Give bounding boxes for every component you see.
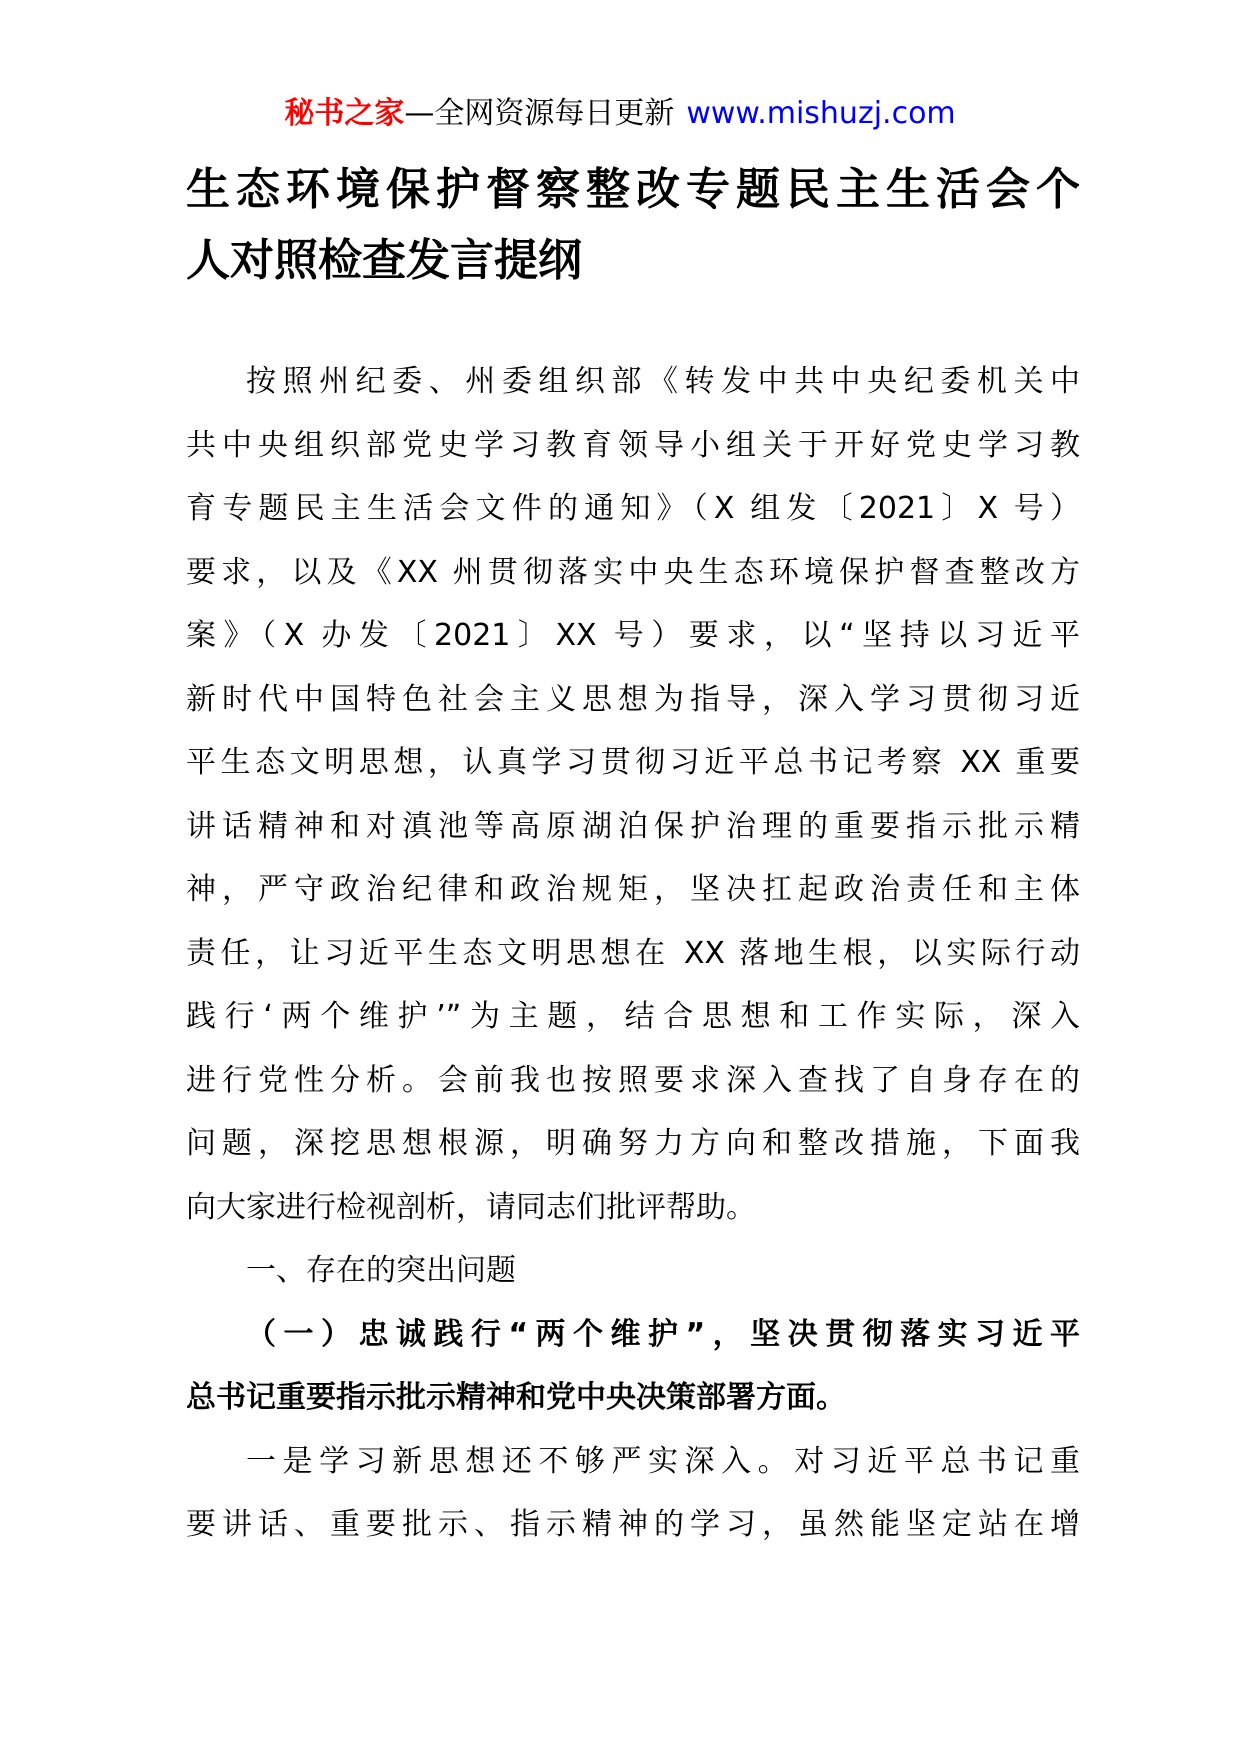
text-line: 共中央组织部党史学习教育领导小组关于开好党史学习教 xyxy=(186,427,1080,463)
text-line: 向大家进行检视剖析，请同志们批评帮助。 xyxy=(186,1189,756,1225)
text-line: 讲话精神和对滇池等高原湖泊保护治理的重要指示批示精 xyxy=(186,808,1080,844)
paragraph-point-1 xyxy=(186,1430,1080,1557)
subsection-heading-1 xyxy=(186,1303,1080,1430)
text-line: 新时代中国特色社会主义思想为指导，深入学习贯彻习近 xyxy=(186,681,1080,717)
text-line: 一是学习新思想还不够严实深入。对习近平总书记重 xyxy=(246,1443,1080,1479)
body-text xyxy=(186,350,1080,1557)
text-line: 平生态文明思想，认真学习贯彻习近平总书记考察 XX 重要 xyxy=(186,745,1080,780)
text-line: 要讲话、重要批示、指示精神的学习，虽然能坚定站在增 xyxy=(186,1507,1080,1542)
header-tagline: —全网资源每日更新 xyxy=(404,96,675,131)
text-line: 总书记重要指示批示精神和党中央决策部署方面。 xyxy=(186,1380,846,1415)
header-banner xyxy=(0,0,1240,132)
text-line: 一、存在的突出问题 xyxy=(246,1253,516,1288)
text-line: 问题，深挖思想根源，明确努力方向和整改措施，下面我 xyxy=(186,1126,1080,1161)
text-line: 按照州纪委、州委组织部《转发中共中央纪委机关中 xyxy=(246,364,1080,399)
paragraph-intro xyxy=(186,350,1080,1239)
text-line: 案》（X 办发〔2021〕XX 号）要求，以“坚持以习近平 xyxy=(186,618,1080,653)
brand-text: 秘书之家 xyxy=(284,96,405,131)
text-line: 责任，让习近平生态文明思想在 XX 落地生根，以实际行动 xyxy=(186,935,1080,971)
text-line: 要求，以及《XX 州贯彻落实中央生态环境保护督查整改方 xyxy=(186,554,1080,590)
title-line-1: 生态环境保护督察整改专题民主生活会个 xyxy=(186,164,1080,215)
section-heading-1 xyxy=(186,1239,1080,1303)
text-line: 育专题民主生活会文件的通知》（X 组发〔2021〕X 号） xyxy=(186,491,1080,526)
title-line-2: 人对照检查发言提纲 xyxy=(186,235,582,286)
text-line: （一）忠诚践行“两个维护”，坚决贯彻落实习近平 xyxy=(246,1316,1080,1352)
text-line: 进行党性分析。会前我也按照要求深入查找了自身存在的 xyxy=(186,1062,1080,1098)
text-line: 神，严守政治纪律和政治规矩，坚决扛起政治责任和主体 xyxy=(186,872,1080,907)
site-url-link[interactable]: www.mishuzj.com xyxy=(686,96,956,131)
document-title xyxy=(186,154,1080,296)
text-line: 践行‘两个维护’”为主题，结合思想和工作实际，深入 xyxy=(186,999,1080,1034)
